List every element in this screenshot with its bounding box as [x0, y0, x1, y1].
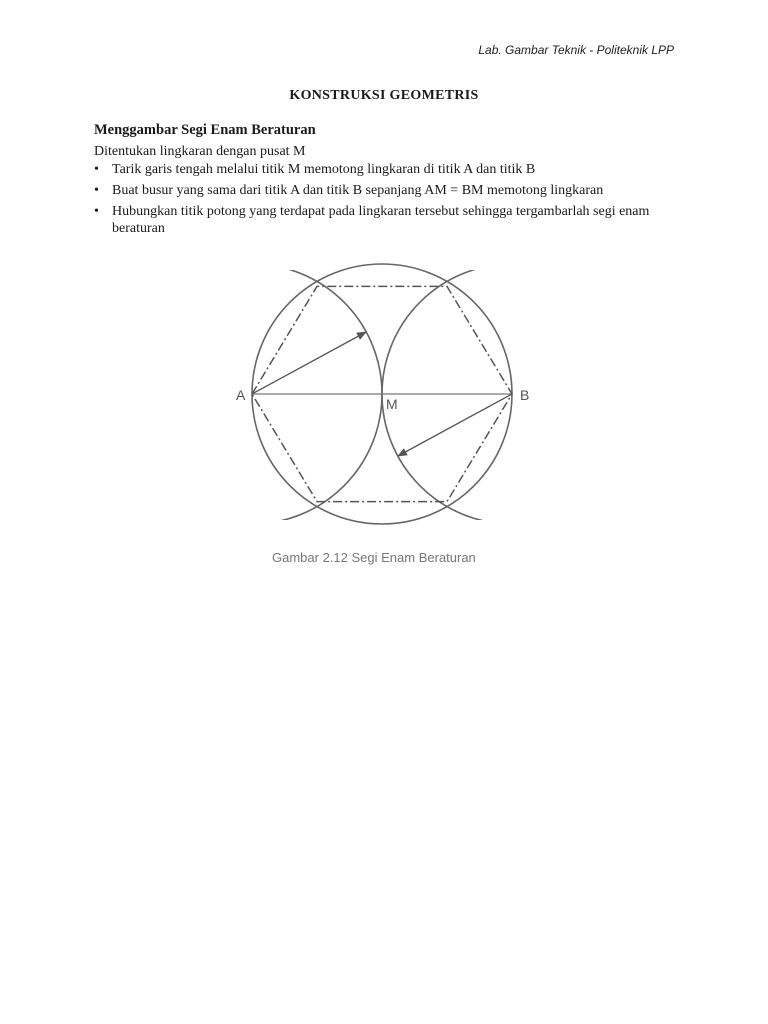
label-b: B [520, 387, 530, 403]
hexagon-construction-diagram [228, 262, 540, 572]
step-item: • Buat busur yang sama dari titik A dan titik B sepanjang AM = BM memotong lingkaran [94, 182, 684, 199]
page-header: Lab. Gambar Teknik - Politeknik LPP [478, 43, 674, 57]
intro-text: Ditentukan lingkaran dengan pusat M [94, 144, 306, 159]
label-m: M [386, 396, 398, 412]
radius-arrow-from-a [252, 332, 366, 394]
document-title: KONSTRUKSI GEOMETRIS [289, 88, 479, 103]
hexagon-figure [228, 262, 540, 572]
step-item: • Hubungkan titik potong yang terdapat pada lingkaran tersebut sehingga tergambarlah segi enam beraturan [94, 203, 684, 237]
radius-arrow-from-b [398, 394, 512, 456]
label-a: A [236, 387, 246, 403]
figure-caption: Gambar 2.12 Segi Enam Beraturan [272, 550, 476, 565]
steps-list [94, 161, 684, 241]
step-item: • Tarik garis tengah melalui titik M memotong lingkaran di titik A dan titik B [94, 161, 684, 178]
section-title: Menggambar Segi Enam Beraturan [94, 122, 316, 138]
